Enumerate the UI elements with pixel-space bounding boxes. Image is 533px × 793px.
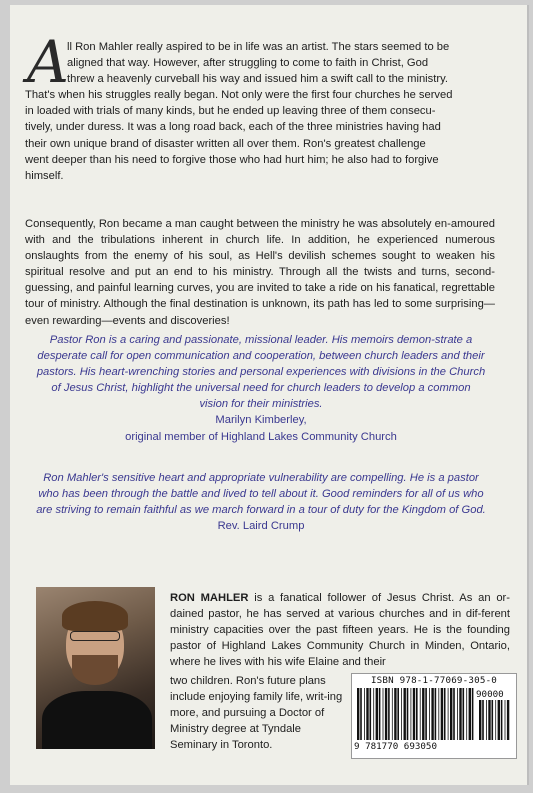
intro-line: That's when his struggles really began. Not only were the first four churches he served bbox=[25, 89, 453, 102]
endorsement-text: Ron Mahler's sensitive heart and appropriate vulnerability are compelling. He is a pastor who has been through the battle and lived to tell about it. Good reminders for all of us who are striving to remain faithful as we march forward in a tour of duty for the Kingdom of God. bbox=[36, 472, 486, 517]
bio-text: is a fanatical follower of Jesus Christ. As an or-dained pastor, he has served at various churches and in dif-ferent ministry capacities over the past fifteen years. He is the founding pastor of Highland Lakes Community Church in Minden, Ontario, where he lives with his wife Elaine and their bbox=[170, 592, 510, 669]
endorsement-text: Pastor Ron is a caring and passionate, missional leader. His memoirs demon-strate a desperate call for open communication and cooperation, between church leaders and their pastors. His heart-wrenching stories and personal experiences with divisions in the Church of Jesus Christ, highlight the universal need for church leaders to develop a common vision for their ministries. bbox=[36, 334, 486, 411]
back-cover bbox=[10, 5, 529, 785]
photo-beard bbox=[72, 655, 118, 685]
intro-line: tively, under duress. It was a long road back, each of the three ministries having had bbox=[25, 121, 441, 134]
endorsement-affiliation: original member of Highland Lakes Community Church bbox=[125, 430, 397, 443]
isbn-number: ISBN 978-1-77069-305-0 bbox=[370, 675, 498, 686]
endorsement-1 bbox=[36, 332, 486, 445]
photo-hair bbox=[62, 601, 128, 631]
addon-barcode-bars bbox=[478, 700, 512, 740]
drop-cap: A bbox=[27, 28, 69, 96]
barcode-bars bbox=[356, 688, 474, 740]
intro-line: went deeper than his need to forgive those who had hurt him; he also had to forgive bbox=[25, 153, 439, 166]
body-paragraph: Consequently, Ron became a man caught between the ministry he was absolutely en-amoured with and the tribulations inherent in church life. In addition, he experienced numerous onslaughts from the enemy of his soul, as Hell's devilish schemes sought to weaken his spiritual resolve and put an end to his ministry. Through all the twists and turns, second-guessing, and painful learning curves, you are invited to take a ride on his fanatical, regrettable tour of ministry. Although the final destination is unknown, its path has led to some surprising—even rewarding—events and discoveries! bbox=[25, 218, 495, 327]
ean-number: 9 781770 693050 bbox=[354, 741, 437, 752]
photo-glasses bbox=[70, 631, 120, 641]
intro-line: in loaded with trials of many kinds, but he ended up leaving three of them consecu- bbox=[25, 105, 436, 118]
intro-line: their own unique brand of disaster written all over them. Ron's greatest challenge bbox=[25, 137, 426, 150]
photo-shoulders bbox=[42, 691, 152, 749]
author-name: RON MAHLER bbox=[170, 592, 249, 604]
intro-paragraph bbox=[25, 28, 495, 184]
endorsement-2 bbox=[36, 470, 486, 534]
price-code: 90000 bbox=[476, 689, 504, 700]
author-bio-continued: two children. Ron's future plans include enjoying family life, writ-ing more, and pursuing a Doctor of Ministry degree at Tyndale Seminary in Toronto. bbox=[170, 675, 343, 752]
intro-line: himself. bbox=[25, 169, 64, 182]
endorsement-author: Marilyn Kimberley, bbox=[215, 414, 307, 427]
intro-line: aligned that way. However, after struggling to come to faith in Christ, God bbox=[67, 57, 429, 70]
intro-line: ll Ron Mahler really aspired to be in life was an artist. The stars seemed to be bbox=[67, 41, 450, 53]
isbn-barcode bbox=[351, 673, 517, 759]
author-photo bbox=[36, 587, 155, 749]
intro-line: threw a heavenly curveball his way and issued him a swift call to the ministry. bbox=[67, 73, 448, 86]
author-bio bbox=[170, 590, 510, 670]
endorsement-author: Rev. Laird Crump bbox=[217, 520, 305, 533]
